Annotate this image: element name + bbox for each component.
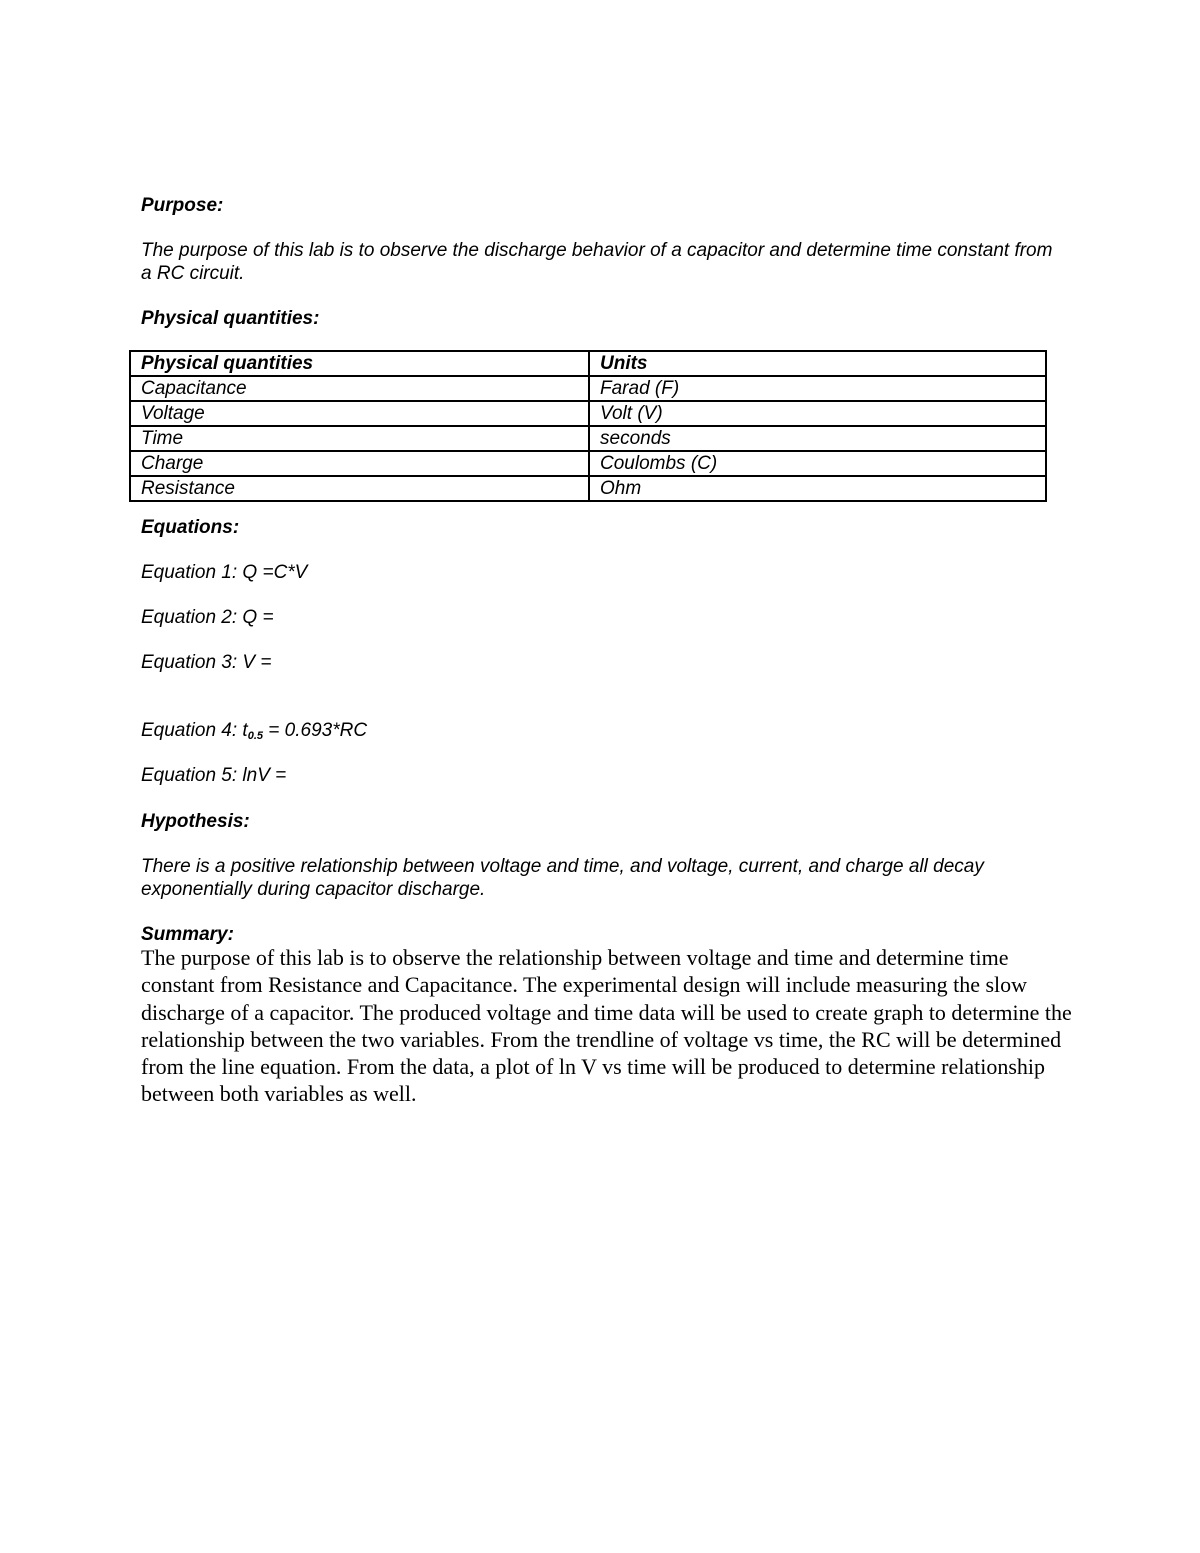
equation-4 <box>141 719 367 742</box>
purpose-text: The purpose of this lab is to observe the discharge behavior of a capacitor and determine time constant from a RC circuit. <box>141 240 1053 284</box>
quantity-cell: Resistance <box>130 476 589 501</box>
table-row <box>130 426 1046 451</box>
quantity-cell: Charge <box>130 451 589 476</box>
quantity-cell: Voltage <box>130 401 589 426</box>
summary-text: The purpose of this lab is to observe the relationship between voltage and time and determine time constant from Resistance and Capacitance. The experimental design will include measuring the slow discharge of a capacitor. The produced voltage and time data will be used to create graph to determine the relationship between the two variables. From the trendline of voltage vs time, the RC will be determined from the line equation. From the data, a plot of ln V vs time will be produced to determine relationship between both variables as well. <box>141 945 1072 1107</box>
quantity-cell: Time <box>130 426 589 451</box>
table-row <box>130 401 1046 426</box>
unit-cell: Volt (V) <box>589 401 1046 426</box>
unit-cell: seconds <box>589 426 1046 451</box>
hypothesis-heading: Hypothesis: <box>141 811 250 832</box>
equations-heading: Equations: <box>141 517 240 538</box>
table-row <box>130 476 1046 501</box>
equation-1: Equation 1: Q =C*V <box>141 562 308 583</box>
equation-4-prefix: Equation 4: t <box>141 720 248 741</box>
summary-heading: Summary: <box>141 924 234 945</box>
hypothesis-text: There is a positive relationship between voltage and time, and voltage, current, and charge all decay exponentially during capacitor discharge. <box>141 856 984 900</box>
quantity-cell: Capacitance <box>130 376 589 401</box>
table-header-cell: Units <box>589 351 1046 376</box>
physical-quantities-heading: Physical quantities: <box>141 308 320 329</box>
unit-cell: Coulombs (C) <box>589 451 1046 476</box>
purpose-heading: Purpose: <box>141 195 224 216</box>
physical-quantities-table <box>129 350 1047 502</box>
equation-2: Equation 2: Q = <box>141 607 274 628</box>
equation-4-subscript: 0.5 <box>247 730 263 742</box>
table-header-cell: Physical quantities <box>130 351 589 376</box>
equation-4-suffix: = 0.693*RC <box>263 720 368 741</box>
equation-5: Equation 5: lnV = <box>141 765 287 786</box>
equation-3: Equation 3: V = <box>141 652 272 673</box>
unit-cell: Farad (F) <box>589 376 1046 401</box>
table-row <box>130 451 1046 476</box>
table-header-row <box>130 351 1046 376</box>
unit-cell: Ohm <box>589 476 1046 501</box>
table-row <box>130 376 1046 401</box>
